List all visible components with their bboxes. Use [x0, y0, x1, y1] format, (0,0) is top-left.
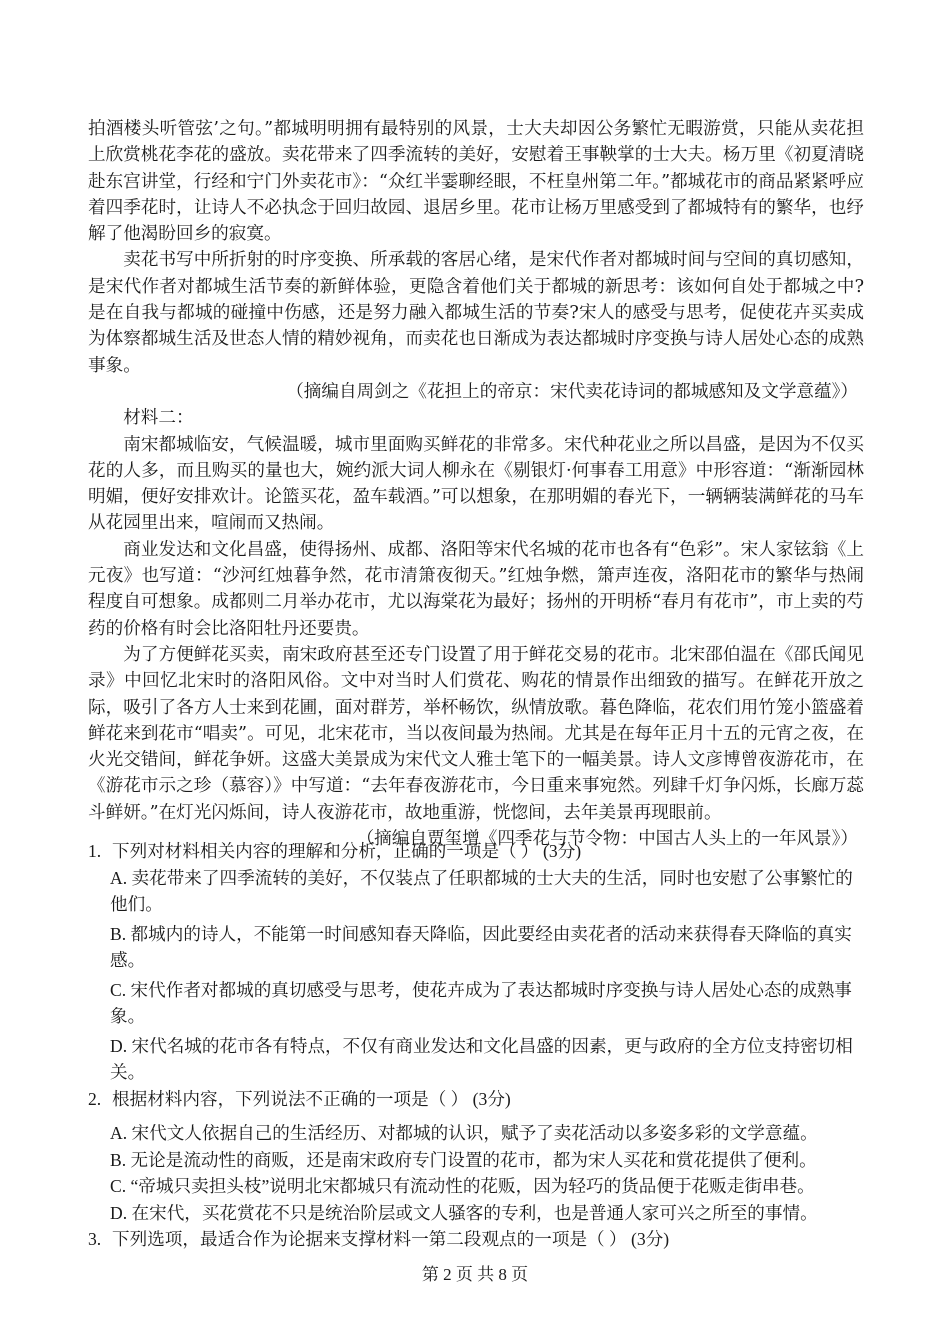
- question-number: 1.: [88, 841, 102, 861]
- option-b: B. 无论是流动性的商贩，还是南宋政府专门设置的花市，都为宋人买花和赏花提供了便利。: [110, 1149, 817, 1170]
- question-3: [88, 1226, 870, 1253]
- question-number: 2.: [88, 1088, 102, 1109]
- option-d: D. 在宋代，买花赏花不只是统治阶层或文人骚客的专利，也是普通人家可兴之所至的事情。: [110, 1202, 818, 1223]
- option-d: D. 宋代名城的花市各有特点，不仅有商业发达和文化昌盛的因素，更与政府的全方位支持密切相关。: [110, 1035, 853, 1082]
- option-b: B. 都城内的诗人，不能第一时间感知春天降临，因此要经由卖花者的活动来获得春天降临的真实感。: [110, 923, 852, 970]
- page-number-footer: 第 2 页 共 8 页: [421, 1265, 529, 1284]
- question-2: [88, 1086, 870, 1227]
- option-c: C. 宋代作者对都城的真切感受与思考，使花卉成为了表达都城时序变换与诗人居处心态的成熟事象。: [110, 979, 852, 1026]
- passage-paragraph-4: 商业发达和文化昌盛，使得扬州、成都、洛阳等宋代名城的花市也各有“色彩”。宋人家铉翁《上元夜》也写道：“沙河红烛暮争然，花市清箫夜彻天。”红烛争燃，箫声连夜，洛阳花市的繁华与热闹程度自可想象。成都则二月举办花市，尤以海棠花为最好；扬州的开明桥“春月有花市”，市上卖的芍药的价格有时会比洛阳牡丹还要贵。: [88, 539, 864, 639]
- option-a: A. 卖花带来了四季流转的美好，不仅装点了任职都城的士大夫的生活，同时也安慰了公事繁忙的他们。: [110, 867, 853, 914]
- question-stem: [88, 838, 870, 865]
- passage-paragraph-1: 拍酒楼头听管弦’之句。”都城明明拥有最特别的风景，士大夫却因公务繁忙无暇游赏，只能从卖花担上欣赏桃花李花的盛放。卖花带来了四季流转的美好，安慰着王事鞅掌的士大夫。杨万里《初夏清晓赴东宫讲堂，行经和宁门外卖花市》：“众红半霎聊经眼，不枉皇州第二年。”都城花市的商品紧紧呼应着四季花时，让诗人不必执念于回归故园、退居乡里。花市让杨万里感受到了都城特有的繁华，也纾解了他渴盼回乡的寂寞。: [88, 119, 864, 245]
- source-citation-2: （摘编自贾玺增《四季花与节令物：中国古人头上的一年风景》）: [356, 829, 858, 850]
- question-stem: [88, 1086, 870, 1113]
- question-section: [88, 838, 870, 1253]
- material-two-label: 材料二：: [123, 408, 194, 429]
- passage-paragraph-3: 南宋都城临安，气候温暖，城市里面购买鲜花的非常多。宋代种花业之所以昌盛，是因为不仅买花的人多，而且购买的量也大，婉约派大词人柳永在《剔银灯·何事春工用意》中形容道：“渐渐园林明媚，便好安排欢计。论篮买花，盈车载酒。”可以想象，在那明媚的春光下，一辆辆装满鲜花的马车从花园里出来，喧闹而又热闹。: [88, 434, 864, 534]
- question-stem: [88, 1226, 870, 1253]
- option-a: A. 宋代文人依据自己的生活经历、对都城的认识，赋予了卖花活动以多姿多彩的文学意蕴。: [110, 1123, 818, 1143]
- passage-paragraph-5: 为了方便鲜花买卖，南宋政府甚至还专门设置了用于鲜花交易的花市。北宋邵伯温在《邵氏闻见录》中回忆北宋时的洛阳风俗。文中对当时人们赏花、购花的情景作出细致的描写。在鲜花开放之际，吸引了各方人士来到花圃，面对群芳，举杯畅饮，纵情放歌。暮色降临，花农们用竹笼小篮盛着鲜花来到花市“唱卖”。可见，北宋花市，当以夜间最为热闹。尤其是在每年正月十五的元宵之夜，在火光交错间，鲜花争妍。这盛大美景成为宋代文人雅士笔下的一幅美景。诗人文彦博曾夜游花市，在《游花市示之珍（慕容）》中写道：“去年春夜游花市，今日重来事宛然。列肆千灯争闪烁，长廊万蕊斗鲜妍。”在灯光闪烁间，诗人夜游花市，故地重游，恍惚间，去年美景再现眼前。: [88, 644, 864, 823]
- option-c: C. “帝城只卖担头枝”说明北宋都城只有流动性的花贩，因为轻巧的货品便于花贩走街串巷。: [110, 1176, 815, 1196]
- question-text: 下列对材料相关内容的理解和分析，正确的一项是（ ） (3分): [112, 841, 582, 861]
- question-number: 3.: [88, 1229, 102, 1249]
- question-1: [88, 838, 870, 1086]
- source-citation-1: （摘编自周剑之《花担上的帝京：宋代卖花诗词的都城感知及文学意蕴》）: [286, 381, 858, 402]
- question-text: 根据材料内容，下列说法不正确的一项是（ ） (3分): [112, 1088, 511, 1109]
- reading-passage: [88, 116, 864, 852]
- question-text: 下列选项，最适合作为论据来支撑材料一第二段观点的一项是（ ） (3分): [112, 1229, 670, 1249]
- passage-paragraph-2: 卖花书写中所折射的时序变换、所承载的客居心绪，是宋代作者对都城时间与空间的真切感知，是宋代作者对都城生活节奏的新鲜体验，更隐含着他们关于都城的新思考：该如何自处于都城之中?是在自我与都城的碰撞中伤感，还是努力融入都城生活的节奏?宋人的感受与思考，促使花卉买卖成为体察都城生活及世态人情的精妙视角，而卖花也日渐成为表达都城时序变换与诗人居处心态的成熟事象。: [88, 250, 864, 376]
